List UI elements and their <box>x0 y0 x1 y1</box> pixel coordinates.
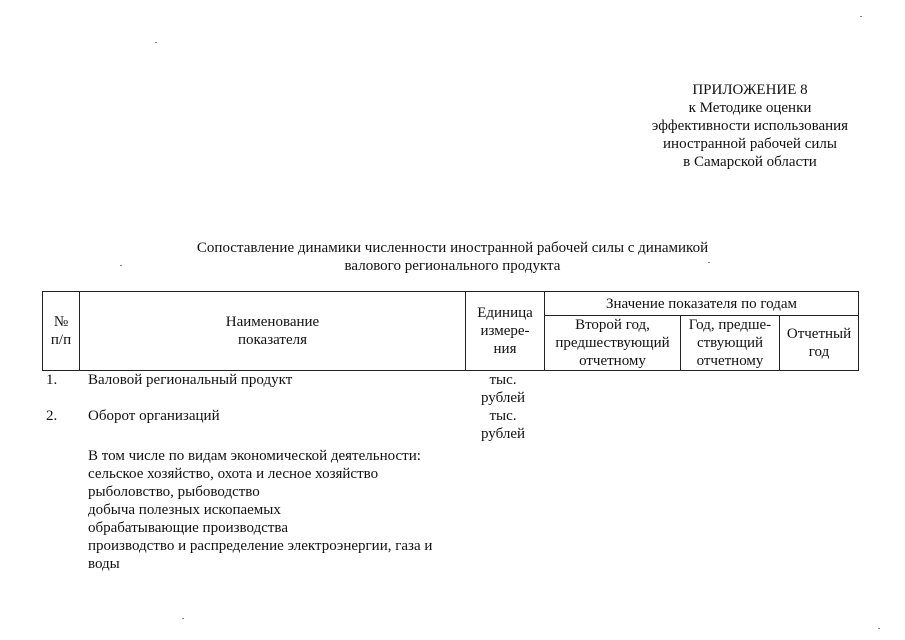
row-1-name: Валовой региональный продукт <box>88 372 293 388</box>
header-name: Наименование показателя <box>80 292 466 371</box>
title-line-2: валового регионального продукта <box>344 258 561 274</box>
row-2-num: 2. <box>46 408 58 424</box>
appendix-line: эффективности использования <box>651 118 849 134</box>
header-year-reporting: Отчетный год <box>780 316 859 371</box>
scan-speck <box>860 16 862 17</box>
list-item: обрабатывающие производства <box>88 520 288 536</box>
scan-speck <box>182 618 184 619</box>
scan-speck <box>155 42 157 43</box>
appendix-line: иностранной рабочей силы <box>663 136 837 152</box>
row-1-num: 1. <box>46 372 58 388</box>
table-header <box>42 291 859 371</box>
scan-speck <box>708 262 710 263</box>
title-line-1: Сопоставление динамики численности иностранной рабочей силы с динамикой <box>196 240 709 256</box>
row-2-name: Оборот организаций <box>88 408 220 424</box>
appendix-block <box>600 81 900 171</box>
list-item: воды <box>88 556 120 572</box>
list-item: добыча полезных ископаемых <box>88 502 281 518</box>
appendix-line: в Самарской области <box>683 154 817 170</box>
row-2-unit: тыс. рублей <box>480 408 526 442</box>
row-1-unit: тыс. рублей <box>480 372 526 406</box>
header-years-group: Значение показателя по годам <box>545 292 859 316</box>
header-num: № п/п <box>43 292 80 371</box>
list-item: сельское хозяйство, охота и лесное хозяйство <box>88 466 379 482</box>
scan-speck <box>878 628 880 629</box>
header-year-prior: Год, предше- ствующий отчетному <box>681 316 780 371</box>
document-title <box>100 239 805 275</box>
list-item: рыболовство, рыбоводство <box>88 484 260 500</box>
breakdown-intro: В том числе по видам экономической деятельности: <box>88 448 421 464</box>
header-unit: Единица измере- ния <box>466 292 545 371</box>
header-year-second-prior: Второй год, предшествующий отчетному <box>545 316 681 371</box>
appendix-title: ПРИЛОЖЕНИЕ 8 <box>692 82 808 98</box>
breakdown-list <box>88 447 432 573</box>
appendix-line: к Методике оценки <box>688 100 812 116</box>
list-item: производство и распределение электроэнергии, газа и <box>88 538 433 554</box>
scan-speck <box>120 265 122 266</box>
